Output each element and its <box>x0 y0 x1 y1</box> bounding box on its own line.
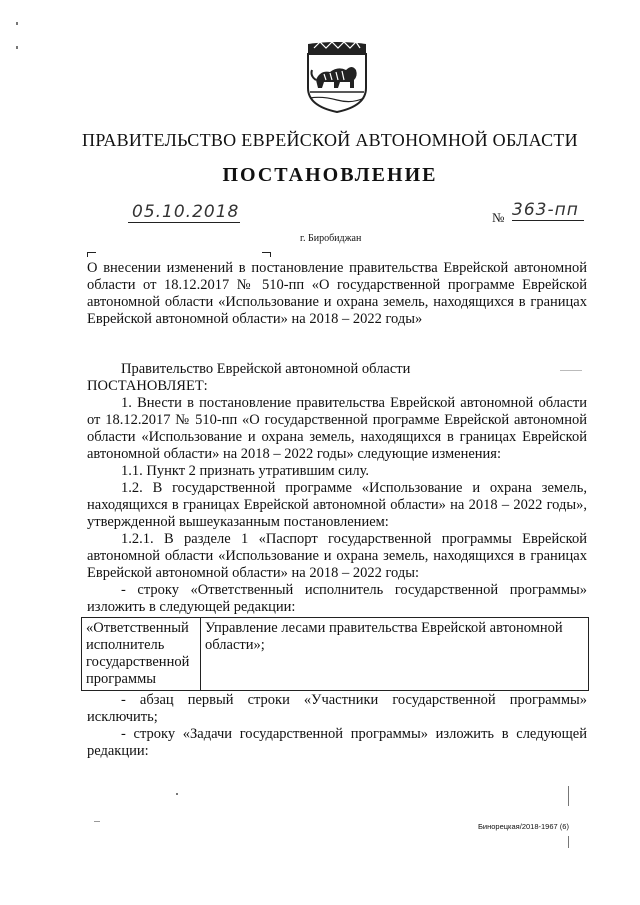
scan-mark <box>16 46 18 49</box>
paragraph-1-2: 1.2. В государственной программе «Использование и охрана земель, находящихся в границах Еврейской автономной области» на 2018 – 2022 годы», утвержденной вышеуказанным постановлением: <box>87 480 587 530</box>
document-number: 363-пп <box>512 200 584 221</box>
list-item-responsible: - строку «Ответственный исполнитель государственной программы» изложить в следующей редакции: <box>87 582 587 615</box>
subject-corner-left <box>87 252 96 257</box>
coat-of-arms-emblem <box>302 40 372 114</box>
table-cell-label: «Ответственный исполнитель государственной программы <box>82 618 201 691</box>
scan-mark <box>560 370 582 371</box>
document-subject: О внесении изменений в постановление правительства Еврейской автономной области от 18.12.2017 № 510-пп «О государственной программе Еврейской автономной области «Использование и охрана земель, находящихся в границах Еврейской автономной области» на 2018 – 2022 годы» <box>87 260 587 327</box>
subject-corner-right <box>262 252 271 257</box>
table-row <box>82 618 589 691</box>
scan-mark <box>568 836 569 848</box>
preamble: Правительство Еврейской автономной области <box>121 361 411 377</box>
decree-word: ПОСТАНОВЛЯЕТ: <box>87 378 208 394</box>
city-name: г. Биробиджан <box>300 233 362 244</box>
scan-mark <box>94 821 100 822</box>
document-date: 05.10.2018 <box>128 202 240 223</box>
list-item-tasks: - строку «Задачи государственной программы» изложить в следующей редакции: <box>87 726 587 759</box>
scan-mark <box>16 22 18 25</box>
amendment-table <box>81 617 589 691</box>
scan-mark <box>176 793 178 795</box>
paragraph-1: 1. Внести в постановление правительства Еврейской автономной области от 18.12.2017 № 510-пп «О государственной программе Еврейской автономной области «Использование и охрана земель, находящихся в границах Еврейской автономной области» на 2018 – 2022 годы» следующие изменения: <box>87 395 587 462</box>
scan-mark <box>568 786 569 806</box>
paragraph-1-2-1: 1.2.1. В разделе 1 «Паспорт государственной программы Еврейской автономной области «Использование и охрана земель, находящихся в границах Еврейской автономной области» на 2018 – 2022 годы: <box>87 531 587 581</box>
document-body <box>87 361 587 760</box>
table-cell-value: Управление лесами правительства Еврейской автономной области»; <box>201 618 589 691</box>
document-type-heading: ПОСТАНОВЛЕНИЕ <box>222 164 438 186</box>
list-item-participants: - абзац первый строки «Участники государственной программы» исключить; <box>87 692 587 725</box>
number-prefix: № <box>492 210 505 225</box>
paragraph-1-1: 1.1. Пункт 2 признать утратившим силу. <box>121 463 370 479</box>
government-title: ПРАВИТЕЛЬСТВО ЕВРЕЙСКОЙ АВТОНОМНОЙ ОБЛАСТИ <box>82 130 578 150</box>
footer-reference: Бинорецкая/2018-1967 (6) <box>478 822 569 831</box>
